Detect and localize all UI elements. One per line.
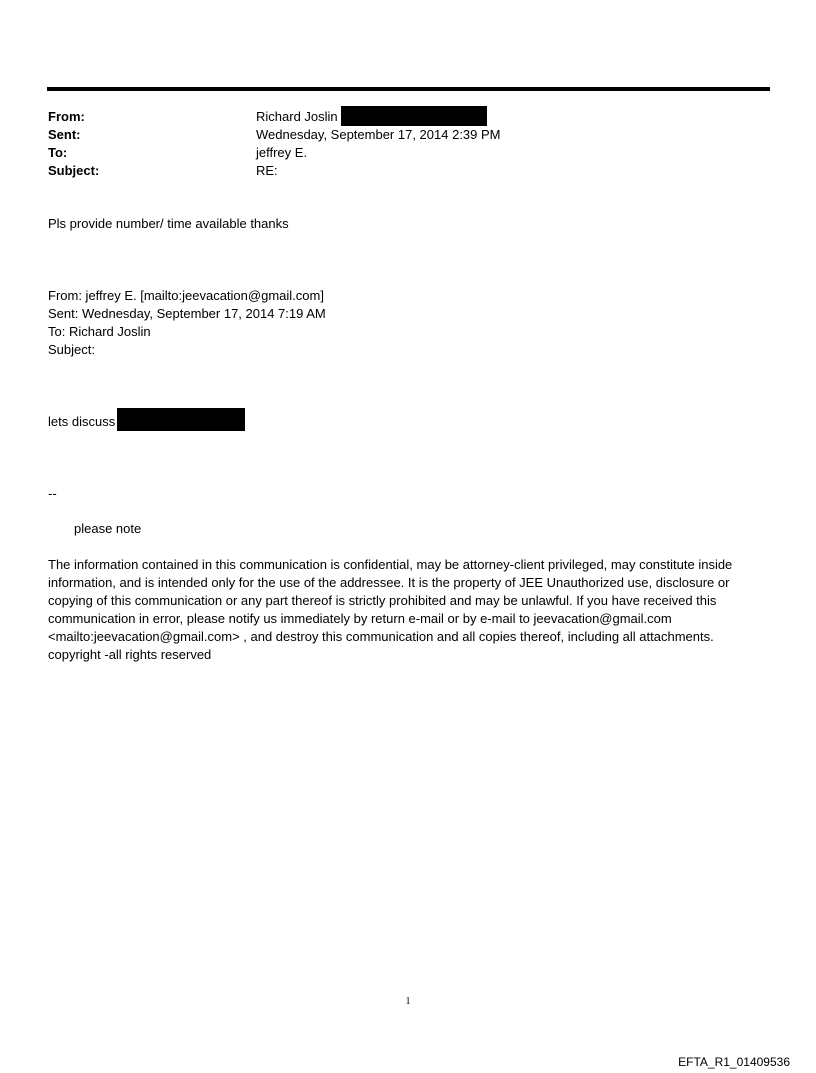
subject-label: Subject: bbox=[48, 163, 100, 178]
header-sent-row bbox=[48, 126, 768, 143]
note-line: please note bbox=[74, 521, 142, 536]
document-id: EFTA_R1_01409536 bbox=[678, 1055, 790, 1069]
subject-value: RE: bbox=[256, 163, 278, 178]
quoted-sent-line: Sent: Wednesday, September 17, 2014 7:19 AM bbox=[48, 306, 326, 321]
quoted-subject-line: Subject: bbox=[48, 342, 95, 357]
from-value-wrap bbox=[256, 108, 487, 126]
quoted-to-line: To: Richard Joslin bbox=[48, 324, 151, 339]
redaction-box bbox=[117, 408, 245, 431]
redaction-box bbox=[341, 106, 487, 126]
to-label: To: bbox=[48, 145, 68, 160]
sent-value: Wednesday, September 17, 2014 2:39 PM bbox=[256, 127, 501, 142]
reply-body: Pls provide number/ time available thanks bbox=[48, 216, 289, 231]
quoted-body: lets discuss bbox=[48, 414, 116, 429]
from-label: From: bbox=[48, 109, 85, 124]
quoted-from-line: From: jeffrey E. [mailto:jeevacation@gmail.com] bbox=[48, 288, 324, 303]
sent-label: Sent: bbox=[48, 127, 81, 142]
signature-separator: -- bbox=[48, 486, 57, 501]
page-number: 1 bbox=[405, 996, 411, 1007]
to-value: jeffrey E. bbox=[256, 145, 308, 160]
header-subject-row bbox=[48, 162, 768, 179]
from-value: Richard Joslin bbox=[256, 109, 338, 124]
header-divider bbox=[47, 87, 770, 91]
header-from-row bbox=[48, 108, 768, 125]
quoted-body-line bbox=[48, 413, 245, 431]
header-to-row bbox=[48, 144, 768, 161]
confidentiality-disclaimer: The information contained in this communication is confidential, may be attorney-client privileged, may constitute inside information, and is intended only for the use of the addressee. It is the property of JEE Unauthorized use, disclosure or copying of this communication or any part thereof is strictly prohibited and may be unlawful. If you have received this communication in error, please notify us immediately by return e-mail or by e-mail to jeevacation@gmail.com <mailto:jeevacation@gmail.com> , and destroy this communication and all copies thereof, including all attachments. copyright -all rights reserved bbox=[48, 557, 733, 662]
